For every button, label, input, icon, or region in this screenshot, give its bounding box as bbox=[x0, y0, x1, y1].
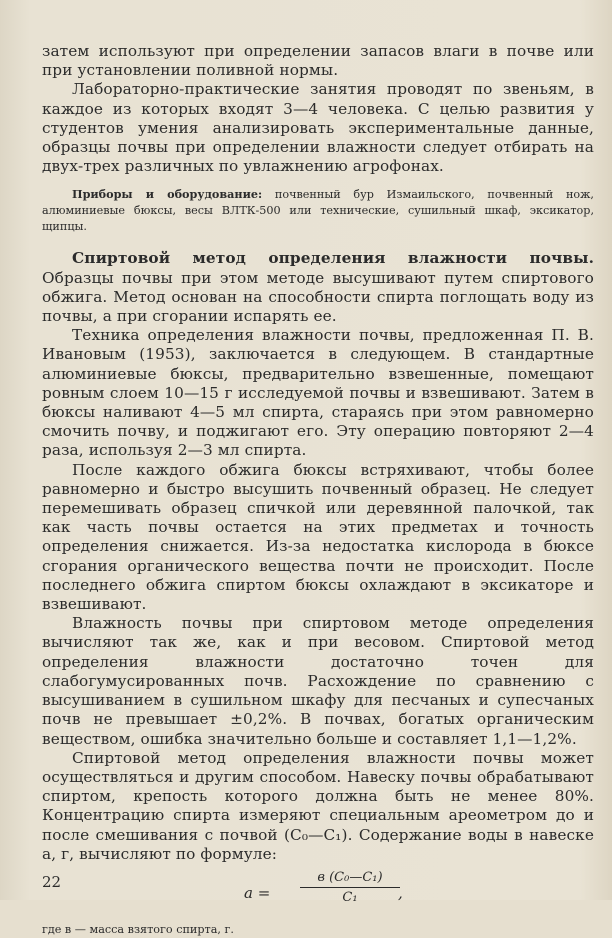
formula-trailing-comma: , bbox=[398, 883, 403, 902]
equipment-label: Приборы и оборудование: bbox=[72, 187, 263, 202]
paragraph-after-burning: После каждого обжига бюксы встряхивают, чтобы более равномерно и быстро высушить почвенный образец. Не следует перемешивать образец спичкой или деревянной палочкой, так как часть почвы остается на этих предметах и точность определения снижается. Из-за недостатка кислорода в бюксе сгорания органического вещества почти не происходит. После последнего обжига спиртом бюксы охлаждают в эксикаторе и взвешивают. bbox=[42, 460, 594, 614]
paragraph-lab-sessions: Лабораторно-практические занятия проводят по звеньям, в каждое из которых входят 3—4 человека. С целью развития у студентов умения анализировать экспериментальные данные, образцы почвы при определении влажности следует отбирать на двух-трех различных по увлажнению агрофонах. bbox=[42, 80, 594, 176]
section-paragraph bbox=[42, 249, 594, 326]
equipment-paragraph bbox=[42, 186, 594, 235]
formula-lhs: a = bbox=[244, 883, 271, 902]
paragraph-calculation: Влажность почвы при спиртовом методе определения вычисляют так же, как и при весовом. Спиртовой метод определения влажности достаточно точен для слабогумусированных почв. Расхождение по сравнению с высушиванием в сушильном шкафу для песчаных и супесчаных почв не превышает ±0,2%. В почвах, богатых органическим веществом, ошибка значительно больше и составляет 1,1—1,2%. bbox=[42, 614, 594, 748]
paragraph-intro: затем используют при определении запасов влаги в почве или при установлении поливной нормы. bbox=[42, 42, 594, 80]
formula-numerator: в (C₀—C₁) bbox=[300, 870, 400, 888]
formula-denominator: C₁ bbox=[342, 889, 358, 905]
page-number: 22 bbox=[42, 873, 62, 891]
equipment-text: почвенный бур Измаильского, почвенный нож, алюминиевые бюксы, весы ВЛТК-500 или технические, сушильный шкаф, эксикатор, щипцы. bbox=[42, 188, 594, 234]
paragraph-technique: Техника определения влажности почвы, предложенная П. В. Ивановым (1953), заключается в следующем. В стандартные алюминиевые бюксы, предварительно взвешенные, помещают ровным слоем 10—15 г исследуемой почвы и взвешивают. Затем в бюксы наливают 4—5 мл спирта, стараясь при этом равномерно смочить почву, и поджигают его. Эту операцию повторяют 2—4 раза, используя 2—3 мл спирта. bbox=[42, 326, 594, 460]
paragraph-alternative-method: Спиртовой метод определения влажности почвы может осуществляться и другим способом. Навеску почвы обрабатывают спиртом, крепость которого должна быть не менее 80%. Концентрацию спирта измеряют специальным ареометром до и после смешивания с почвой (C₀—C₁). Содержание воды в навеске a, г, вычисляют по формуле: bbox=[42, 748, 594, 863]
section-text: Образцы почвы при этом методе высушивают путем спиртового обжига. Метод основан на способности спирта поглощать воду из почвы, а при сгорании испарять ее. bbox=[42, 268, 594, 326]
water-content-formula bbox=[42, 870, 594, 916]
section-title: Спиртовой метод определения влажности почвы. bbox=[72, 249, 594, 268]
formula-footnote: где в — масса взятого спирта, г. bbox=[42, 922, 234, 936]
